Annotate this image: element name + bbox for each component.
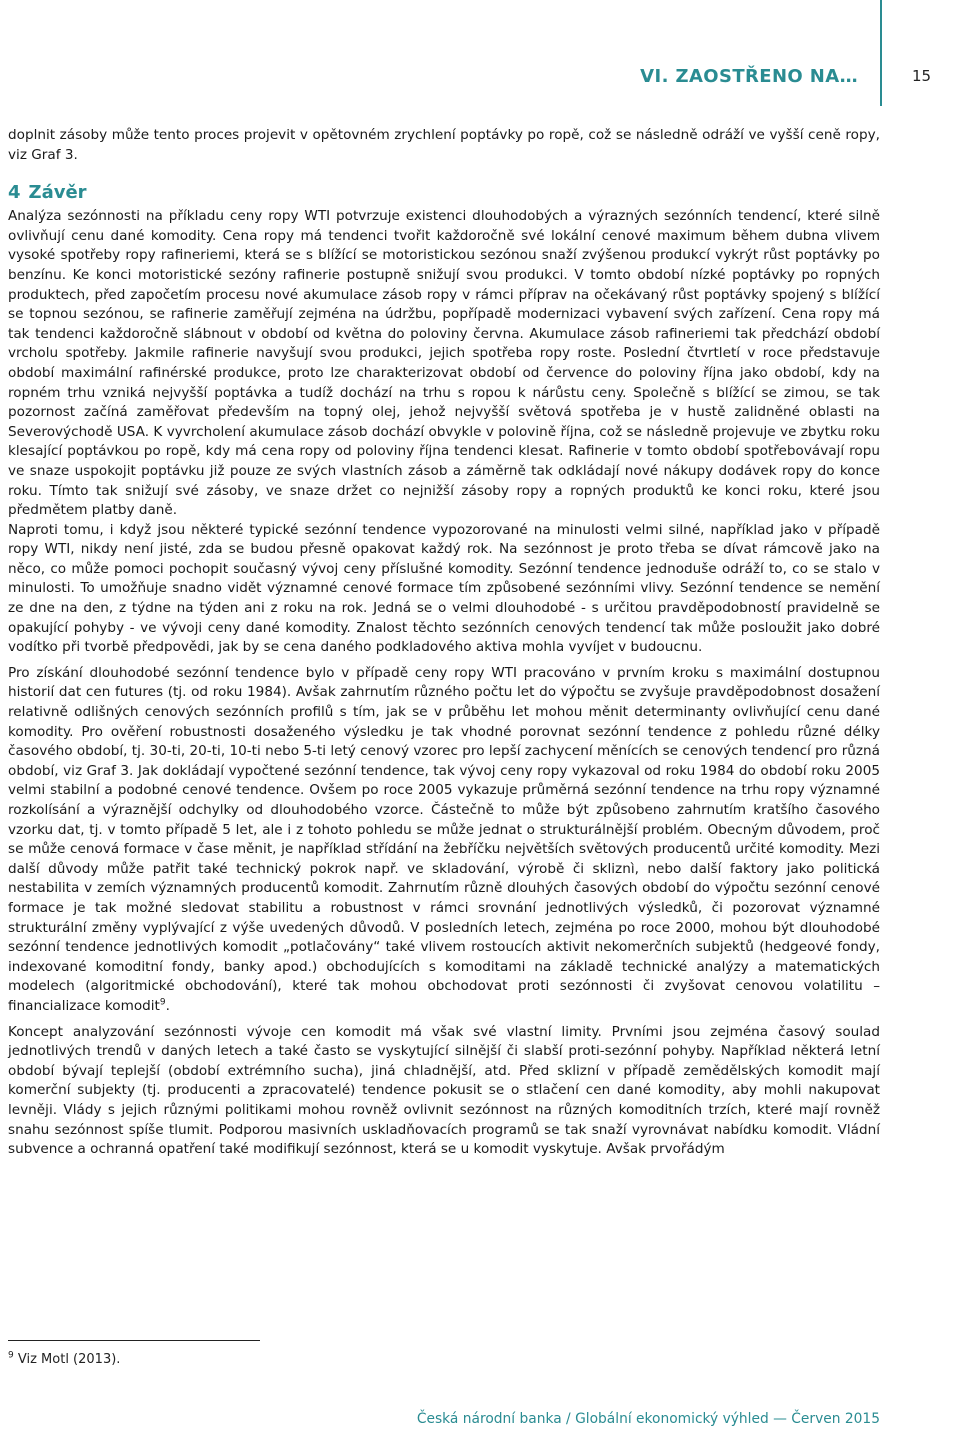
header-divider xyxy=(880,0,882,106)
footnote-reference[interactable]: 9 xyxy=(159,997,166,1008)
footnote-separator xyxy=(8,1340,260,1341)
body-text xyxy=(8,126,880,1166)
paragraph: Naproti tomu, i když jsou některé typické sezónní tendence vypozorované na minulosti velmi silné, například jako v případě ropy WTI, nikdy není jisté, zda se budou přesně opakovat každý rok. Na sezónnost je proto třeba se dívat rámcově jako na něco, co může pomoci pochopit současný vývoj ceny příslušné komodity. Sezónní tendence jednoduše odráží to, co se stalo v minulosti. To umožňuje snadno vidět významné cenové formace tím způsobené sezónními vlivy. Sezónní tendence se nemění ze dne na den, z týdne na týden ani z roku na rok. Jedná se o velmi dlouhodobé - s určitou pravděpodobností pravidelně se opakující pohyby - ve vývoji ceny dané komodity. Znalost těchto sezónních cenových tendencí tak může posloužit jako dobré vodítko při tvorbě předpovědi, jak by se cena daného podkladového aktiva mohla vyvíjet v budoucnu. xyxy=(8,521,880,656)
page-number: 15 xyxy=(912,67,932,85)
section-header-title: VI. ZAOSTŘENO NA… xyxy=(640,66,858,87)
paragraph-end: . xyxy=(165,997,170,1014)
paragraph-text: Pro získání dlouhodobé sezónní tendence bylo v případě ceny ropy WTI pracováno v prvním kroku s maximální dostupnou historií dat cen futures (tj. od roku 1984). Avšak zahrnutím různého počtu let do výpočtu se zvyšuje pravděpodobnost dosažení relativně odlišných cenových sezónních profilů s tím, jak se v průběhu let mohou měnit determinanty ovlivňující cenu dané komodity. Pro ověření robustnosti dosaženého výsledku je tak vhodné porovnat sezónní tendence z pohledu různé délky časového období, tj. 30-ti, 20-ti, 10-ti nebo 5-ti letý cenový vzorec pro lepší zachycení měnících se cenových tendencí pro různá období, viz Graf 3. Jak dokládají vypočtené sezónní tendence, tak vývoj ceny ropy vykazoval od roku 1984 do období roku 2005 velmi stabilní a podobné cenové tendence. Ovšem po roce 2005 vykazuje průměrná sezónní tendence na trhu ropy významné rozkolísání a výraznější odchylky od dlouhodobého vzorce. Částečně to může být způsobeno zahrnutím kratšího časového vzorku dat, tj. v tomto případě 5 let, ale i z tohoto pohledu se může jednat o strukturálnější problém. Obecným důvodem, proč se může cenová formace v čase měnit, je například střídání na žebříčku největších světových producentů určité komodity. Mezi další důvody může patřit také technický pokrok např. ve skladování, výrobě či skliznì, nebo další faktory jako politická nestabilita v zemích významných producentů komodit. Zahrnutím různě dlouhých časových období do výpočtu sezónní cenové formace je tak možné sledovat stabilitu a robustnost v rámci srovnání jednotlivých výsledků, či pozorovat významné strukturální změny vyplývající z výše uvedených důvodů. V posledních letech, zejména po roce 2000, mohou být dlouhodobé sezónní tendence jednotlivých komodit „potlačovány“ také vlivem rostoucích aktivit nekomerčních subjektů (hedgeové fondy, indexované komoditní fondy, banky apod.) obchodujících s komoditami na základě technické analýzy a matematických modelech (algoritmické obchodování), které tak mohou obchodovat proti sezónnosti či zvyšovat cenovou volatilitu – financializace komodit xyxy=(8,664,880,1014)
footnote-text: Viz Motl (2013). xyxy=(17,1352,121,1367)
footnote-number: 9 xyxy=(8,1350,14,1361)
footnote xyxy=(8,1352,120,1367)
section-number: 4 xyxy=(8,182,21,204)
page-footer: Česká národní banka / Globální ekonomický výhled — Červen 2015 xyxy=(416,1411,880,1427)
paragraph-with-footnote xyxy=(8,664,880,1017)
paragraph: Analýza sezónnosti na příkladu ceny ropy WTI potvrzuje existenci dlouhodobých a výrazných sezónních tendencí, které silně ovlivňují cenu dané komodity. Cena ropy má tendenci tvořit každoročně své lokální cenové maximum během dubna vlivem vysoké spotřeby ropy rafineriemi, která se s blížící se motoristickou sezónou snaží zvýšenou produkcí vykrýt růst poptávky po benzínu. Ke konci motoristické sezóny rafinerie postupně snižují svou produkci. V tomto období nízké poptávky po ropných produktech, před započetím procesu nové akumulace zásob ropy v rámci příprav na očekávaný růst poptávky spojený s blížící se topnou sezónou, se rafinerie zaměřují zejména na údržbu, popřípadě modernizaci vybavení svých zařízení. Cena ropy má tak tendenci každoročně slábnout v období od května do poloviny června. Akumulace zásob rafineriemi tak předchází období vrcholu spotřeby. Jakmile rafinerie navyšují svou produkci, jejich spotřeba ropy roste. Poslední čtvrtletí v roce představuje období maximální rafinérské produkce, proto lze charakterizovat období od července do poloviny října jako období, kdy na ropném trhu vzniká nejvyšší poptávka a tudíž dochází na trhu s ropou k nárůstu ceny. Společně s blížící se zimou, se tak pozornost začíná zaměřovat především na topný olej, jehož nejvyšší světová spotřeba je v hustě zalidněné oblasti na Severovýchodě USA. K vyvrcholení akumulace zásob dochází obvykle v polovině října, což se následně projevuje ve zbytku roku klesající poptávkou po ropě, kdy má cena ropy od poloviny října tendenci klesat. Rafinerie v tomto období spotřebovávají ropu ve snaze uspokojit poptávku již pouze ze svých vlastních zásob a záměrně tak odkládají nové nákupy dodávek ropy do konce roku. Tímto tak snižují své zásoby, ve snaze držet co nejnižší zásoby ropy a ropných produktů ke konci roku, které jsou předmětem platby daně. xyxy=(8,208,880,519)
section-heading xyxy=(8,181,880,205)
paragraph: Koncept analyzování sezónnosti vývoje cen komodit má však své vlastní limity. Prvními jsou zejména časový soulad jednotlivých trendů v daných letech a také často se vyskytující silnější či slabší proti-sezónní pohyby. Například některá letní období bývají teplejší (období extrémního sucha), jiná chladnější, atd. Před sklizní v případě zemědělských komodit mají komerční subjekty (tj. producenti a zpracovatelé) tendence pokusit se o stlačení cen dané komodity, aby mohli nakupovat levněji. Vlády s jejich různými politikami mohou rovněž ovlivnit sezónnost na různých komoditních trzích, které mají rovněž snahu sezónnost spíše tlumit. Podporou masivních uskladňovacích programů se tak snaží vyrovnávat nabídku komodit. Vládní subvence a ochranná opatření také modifikují sezónnost, která se u komodit vyskytuje. Avšak prvořádým xyxy=(8,1023,880,1158)
intro-paragraph: doplnit zásoby může tento proces projevit v opětovném zrychlení poptávky po ropě, což se následně odráží ve vyšší ceně ropy, viz Graf 3. xyxy=(8,127,880,163)
section-title: Závěr xyxy=(28,182,87,204)
